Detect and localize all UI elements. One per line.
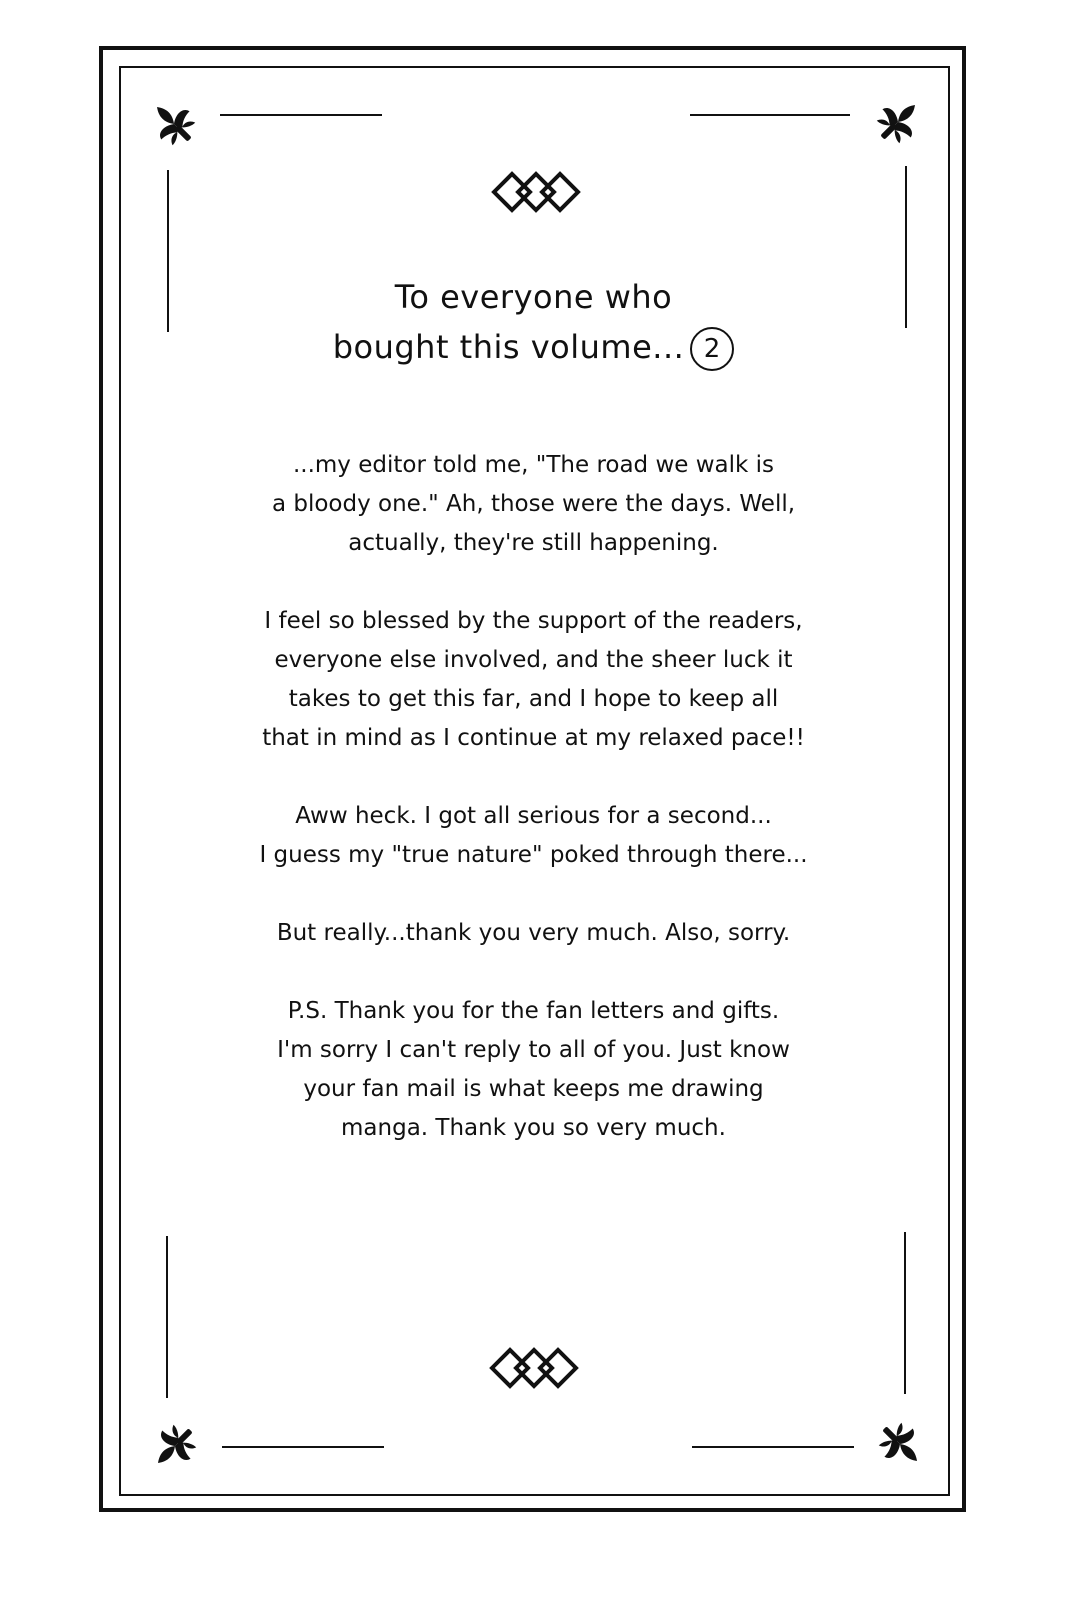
paragraph-line: Aww heck. I got all serious for a second...	[295, 803, 772, 829]
paragraph-line: everyone else involved, and the sheer luck it	[274, 647, 793, 673]
paragraph-line: I guess my "true nature" poked through there...	[259, 842, 808, 868]
paragraph-5	[200, 992, 867, 1148]
paragraph-line: I feel so blessed by the support of the readers,	[264, 608, 803, 634]
paragraph-1	[200, 446, 867, 563]
top-right-rule	[690, 114, 850, 116]
paragraph-line: that in mind as I continue at my relaxed pace!!	[262, 725, 805, 751]
interlocked-diamonds-icon	[484, 1344, 584, 1392]
title-line-2-text: bought this volume...	[332, 328, 685, 366]
bottom-left-rule	[222, 1446, 384, 1448]
top-left-rule	[220, 114, 382, 116]
top-right-vertical-rule	[905, 166, 907, 328]
paragraph-line: I'm sorry I can't reply to all of you. Just know	[277, 1037, 790, 1063]
paragraph-line: actually, they're still happening.	[348, 530, 719, 556]
fleur-de-lis-icon	[146, 96, 202, 152]
paragraph-line: takes to get this far, and I hope to keep all	[288, 686, 779, 712]
paragraph-line: P.S. Thank you for the fan letters and gifts.	[287, 998, 780, 1024]
page-title	[180, 272, 887, 372]
bottom-left-vertical-rule	[166, 1236, 168, 1398]
paragraph-line: But really...thank you very much. Also, sorry.	[276, 920, 791, 946]
fleur-de-lis-icon	[147, 1418, 203, 1474]
paragraph-line: ...my editor told me, "The road we walk is	[292, 452, 775, 478]
top-left-vertical-rule	[167, 170, 169, 332]
fleur-de-lis-icon	[870, 94, 926, 150]
bottom-right-rule	[692, 1446, 854, 1448]
title-line-2	[180, 322, 887, 372]
message-body	[200, 446, 867, 1187]
paragraph-line: manga. Thank you so very much.	[341, 1115, 726, 1141]
fleur-de-lis-icon	[872, 1416, 928, 1472]
title-line-1: To everyone who	[394, 278, 673, 316]
paragraph-2	[200, 602, 867, 758]
paragraph-3	[200, 797, 867, 875]
paragraph-4	[200, 914, 867, 953]
interlocked-diamonds-icon	[486, 168, 586, 216]
volume-number-badge: 2	[690, 327, 734, 371]
paragraph-line: your fan mail is what keeps me drawing	[303, 1076, 764, 1102]
bottom-right-vertical-rule	[904, 1232, 906, 1394]
paragraph-line: a bloody one." Ah, those were the days. Well,	[271, 491, 796, 517]
